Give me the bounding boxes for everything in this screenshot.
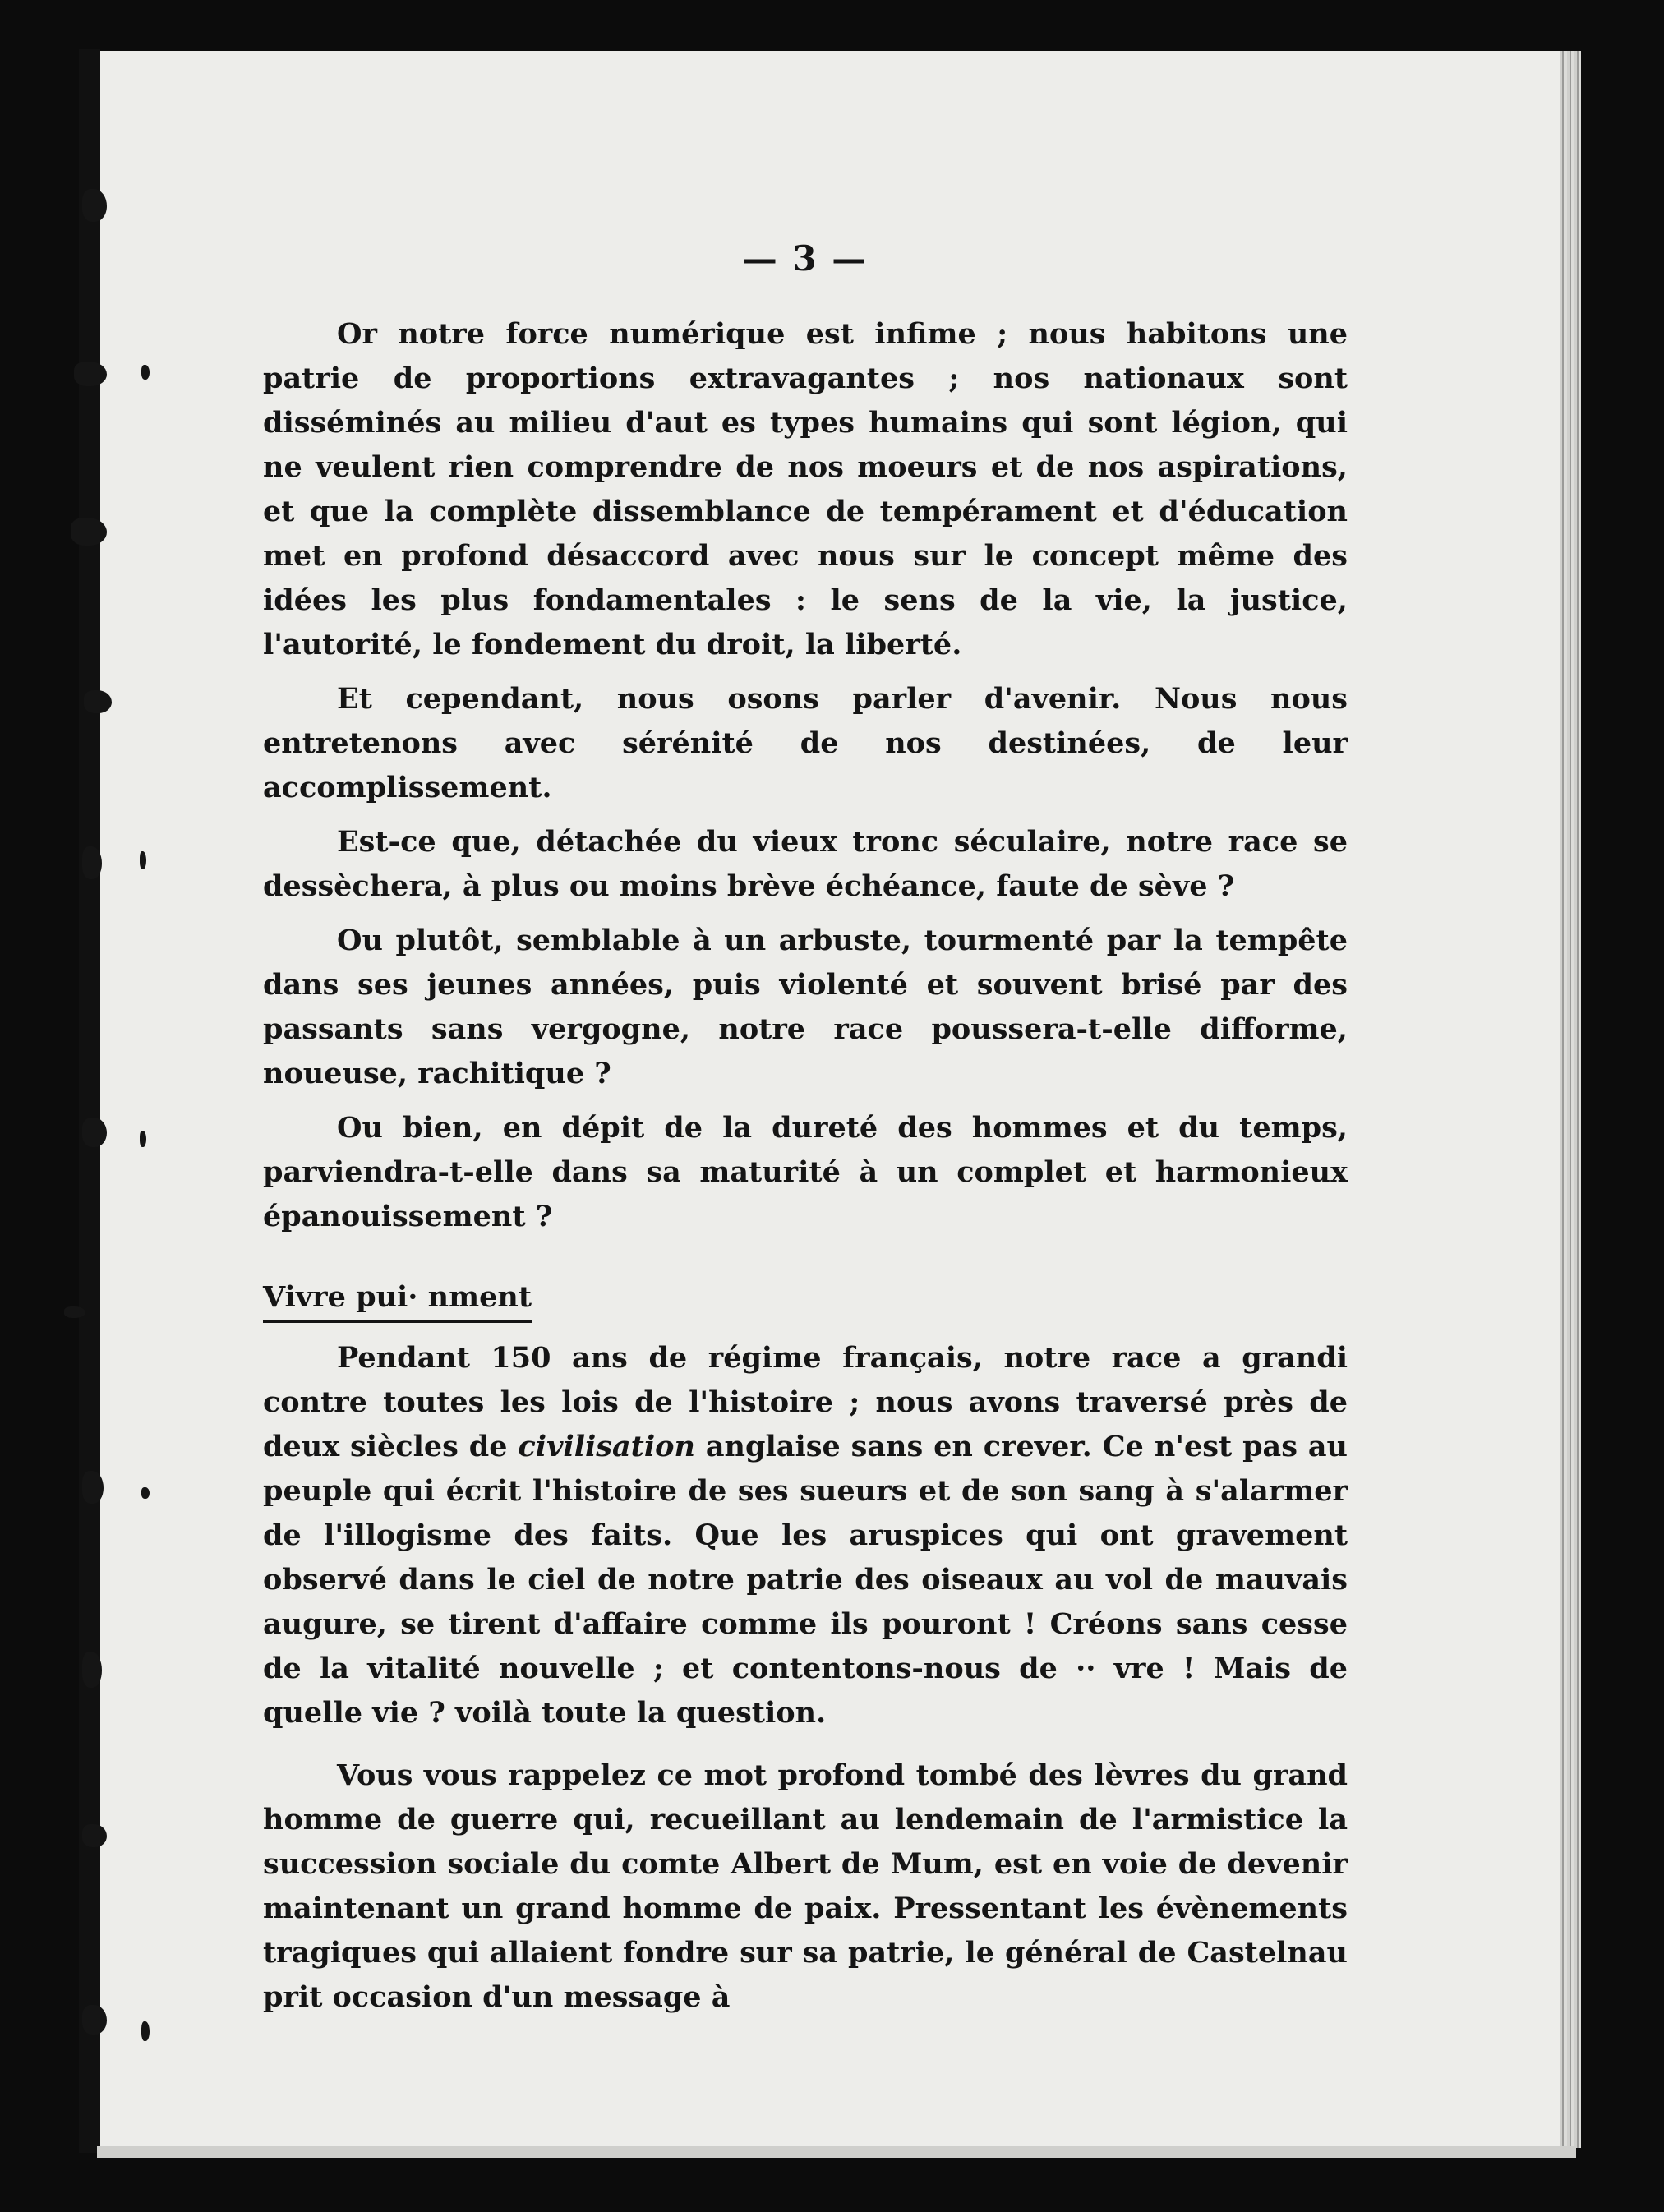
- section-heading: Vivre pui· nment: [263, 1277, 532, 1323]
- paragraph-3: Est-ce que, détachée du vieux tronc séculaire, notre race se dessèchera, à plus ou moins brève échéance, faute de sève ?: [263, 825, 1348, 903]
- page-text: [263, 238, 1348, 2030]
- binding-marks: [49, 0, 164, 2212]
- paragraph-7: Vous vous rappelez ce mot profond tombé des lèvres du grand homme de guerre qui, recueillant au lendemain de l'armistice la succession sociale du comte Albert de Mum, est en voie de devenir maintenant un grand homme de paix. Pressentant les évènements tragiques qui allaient fondre sur sa patrie, le général de Castelnau prit occasion d'un message à: [263, 1758, 1348, 2014]
- page-number: — 3 —: [742, 238, 869, 279]
- paragraph-6-part-1: Pendant 150 ans de régime français, notre race a grandi contre toutes les lois de l'histoire ; nous avons traversé près de deux siècles de: [263, 1341, 1348, 1463]
- italic-civilisation: civilisation: [518, 1430, 695, 1463]
- paragraph-1: Or notre force numérique est infime ; nous habitons une patrie de proportions extravagantes ; nos nationaux sont disséminés au milieu d'aut es types humains qui sont légion, qui ne veulent rien comprendre de nos moeurs et de nos aspirations, et que la complète dissemblance de tempérament et d'éducation met en profond désaccord avec nous sur le concept même des idées les plus fondamentales : le sens de la vie, la justice, l'autorité, le fondement du droit, la liberté.: [263, 317, 1348, 661]
- paragraph-2: Et cependant, nous osons parler d'avenir. Nous nous entretenons avec sérénité de nos destinées, de leur accomplissement.: [263, 682, 1348, 804]
- paragraph-5: Ou bien, en dépit de la dureté des hommes et du temps, parviendra-t-elle dans sa maturité à un complet et harmonieux épanouissement ?: [263, 1111, 1348, 1233]
- page-edge-right: [1560, 51, 1581, 2148]
- paragraph-6: [263, 1336, 1348, 1735]
- paragraph-6-part-2: anglaise sans en crever. Ce n'est pas au peuple qui écrit l'histoire de ses sueurs et de son sang à s'alarmer de l'illogisme des faits. Que les aruspices qui ont gravement observé dans le ciel de notre patrie des oiseaux au vol de mauvais augure, se tirent d'affaire comme ils pouront ! Créons sans cesse de la vitalité nouvelle ; et contentons-nous de ·· vre ! Mais de quelle vie ? voilà toute la question.: [263, 1430, 1348, 1730]
- page-edge-bottom: [97, 2146, 1576, 2158]
- paragraph-4: Ou plutôt, semblable à un arbuste, tourmenté par la tempête dans ses jeunes années, puis violenté et souvent brisé par des passants sans vergogne, notre race poussera-t-elle difforme, noueuse, rachitique ?: [263, 924, 1348, 1090]
